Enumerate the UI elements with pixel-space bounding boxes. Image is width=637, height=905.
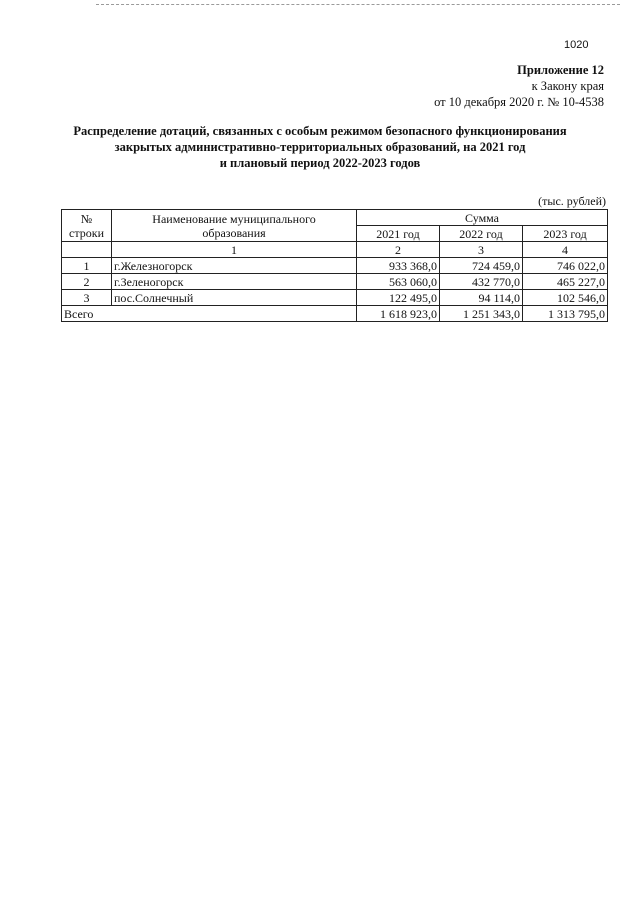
units-label: (тыс. рублей) <box>538 194 606 208</box>
total-label: Всего <box>62 306 357 322</box>
appendix-block <box>434 62 604 110</box>
appendix-title: Приложение 12 <box>517 63 604 77</box>
row-number: 3 <box>62 290 112 306</box>
document-title-line-1: Распределение дотаций, связанных с особым режимом безопасного функционирования <box>73 124 567 138</box>
appendix-line-2: от 10 декабря 2020 г. № 10-4538 <box>434 95 604 109</box>
total-2021: 1 618 923,0 <box>357 306 440 322</box>
table-row <box>62 274 608 290</box>
header-municipality-line-1: Наименование муниципального <box>152 211 316 226</box>
header-row-number-line-2: строки <box>69 225 104 240</box>
row-number: 1 <box>62 258 112 274</box>
column-number: 3 <box>440 242 523 258</box>
header-municipality-line-2: образования <box>202 225 266 240</box>
value-2021: 122 495,0 <box>357 290 440 306</box>
value-2023: 746 022,0 <box>523 258 608 274</box>
header-year-2023: 2023 год <box>523 226 608 242</box>
municipality-name: г.Зеленогорск <box>112 274 357 290</box>
municipality-name: пос.Солнечный <box>112 290 357 306</box>
table-row <box>62 258 608 274</box>
header-row-number-line-1: № <box>80 211 93 226</box>
header-sum: Сумма <box>357 210 608 226</box>
municipality-name: г.Железногорск <box>112 258 357 274</box>
column-number: 4 <box>523 242 608 258</box>
header-year-2022: 2022 год <box>440 226 523 242</box>
document-title <box>40 123 600 171</box>
header-row-number <box>62 210 112 242</box>
header-year-2021: 2021 год <box>357 226 440 242</box>
value-2023: 102 546,0 <box>523 290 608 306</box>
total-row <box>62 306 608 322</box>
value-2021: 563 060,0 <box>357 274 440 290</box>
value-2021: 933 368,0 <box>357 258 440 274</box>
value-2022: 94 114,0 <box>440 290 523 306</box>
total-2022: 1 251 343,0 <box>440 306 523 322</box>
document-title-line-2: закрытых административно-территориальных образований, на 2021 год <box>114 140 526 154</box>
document-title-line-3: и плановый период 2022-2023 годов <box>219 156 421 170</box>
scan-top-edge <box>96 4 620 5</box>
row-number: 2 <box>62 274 112 290</box>
subsidy-table <box>61 209 608 322</box>
table-row <box>62 290 608 306</box>
total-2023: 1 313 795,0 <box>523 306 608 322</box>
column-numbers-row <box>62 242 608 258</box>
value-2022: 724 459,0 <box>440 258 523 274</box>
header-municipality <box>112 210 357 242</box>
value-2022: 432 770,0 <box>440 274 523 290</box>
table-header-row <box>62 210 608 226</box>
appendix-line-1: к Закону края <box>531 79 604 93</box>
value-2023: 465 227,0 <box>523 274 608 290</box>
column-number: 2 <box>357 242 440 258</box>
column-number-empty <box>62 242 112 258</box>
page-number: 1020 <box>564 39 589 51</box>
column-number: 1 <box>112 242 357 258</box>
